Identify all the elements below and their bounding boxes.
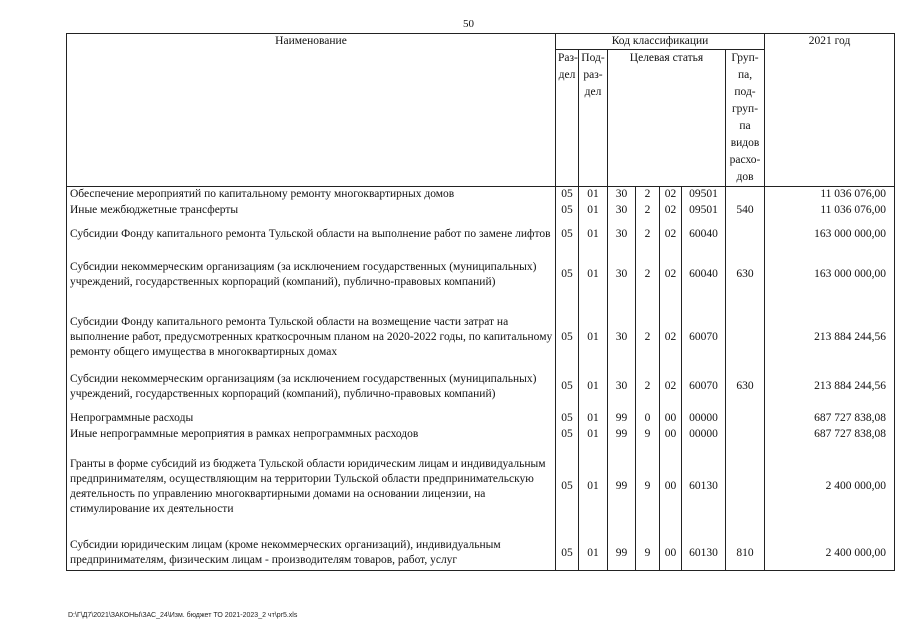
row-name: Иные межбюджетные трансферты [67,203,556,219]
header-razdel: Раз- дел [556,50,579,187]
row-target-direction: 60070 [682,299,726,363]
table-row [67,363,895,411]
row-target-subprogram: 2 [636,203,660,219]
row-target-program: 99 [608,443,636,523]
row-expense-group [726,299,765,363]
row-razdel: 05 [556,411,579,427]
row-target-subprogram: 2 [636,299,660,363]
header-code-classification: Код классификации [556,34,765,50]
row-target-direction: 09501 [682,203,726,219]
row-target-direction: 00000 [682,427,726,443]
row-target-subprogram: 9 [636,523,660,571]
row-razdel: 05 [556,187,579,203]
file-path-footer: D:\Г\Д7\2021\ЗАКОНЫ\ЗАС_24\Изм. бюджет ТО 2021-2023_2 чт\pr5.xls [68,612,298,619]
table-row [67,411,895,427]
row-razdel: 05 [556,427,579,443]
table-row [67,299,895,363]
row-target-subprogram: 9 [636,427,660,443]
row-target-direction: 00000 [682,411,726,427]
row-target-direction: 60040 [682,219,726,251]
row-expense-group: 540 [726,203,765,219]
row-target-subprogram: 2 [636,251,660,299]
row-razdel: 05 [556,443,579,523]
row-name: Гранты в форме субсидий из бюджета Тульской области юридическим лицам и индивидуальным предпринимателям, осуществляющим на территории Тульской области предпринимательскую деятельность по управлению многоквартирными домами на основании лицензии, на стимулирование их деятельности [67,443,556,523]
row-target-direction: 09501 [682,187,726,203]
row-target-program: 99 [608,523,636,571]
row-name: Субсидии юридическим лицам (кроме некоммерческих организаций), индивидуальным предпринимателям, физическим лицам - производителям товаров, работ, услуг [67,523,556,571]
header-name: Наименование [67,34,556,187]
row-name: Обеспечение мероприятий по капитальному ремонту многоквартирных домов [67,187,556,203]
table-row [67,187,895,203]
row-target-direction: 60040 [682,251,726,299]
row-podrazdel: 01 [579,363,608,411]
row-target-program: 99 [608,411,636,427]
row-target-program: 30 [608,187,636,203]
header-year: 2021 год [765,34,895,187]
row-amount: 2 400 000,00 [765,523,895,571]
row-podrazdel: 01 [579,299,608,363]
row-target-main-event: 02 [660,219,682,251]
row-amount: 213 884 244,56 [765,363,895,411]
row-target-program: 30 [608,219,636,251]
budget-table [66,33,895,571]
row-target-main-event: 00 [660,411,682,427]
row-target-direction: 60130 [682,443,726,523]
row-target-program: 30 [608,203,636,219]
row-target-program: 99 [608,427,636,443]
row-name: Субсидии Фонду капитального ремонта Тульской области на выполнение работ по замене лифтов [67,219,556,251]
row-podrazdel: 01 [579,203,608,219]
page-number: 50 [463,18,474,30]
row-podrazdel: 01 [579,251,608,299]
header-expense-group: Груп- па, под- груп- па видов расхо- дов [726,50,765,187]
table-row [67,219,895,251]
row-expense-group [726,443,765,523]
table-row [67,203,895,219]
row-target-program: 30 [608,299,636,363]
row-target-main-event: 02 [660,251,682,299]
table-row [67,443,895,523]
table-row [67,523,895,571]
row-target-main-event: 00 [660,443,682,523]
row-target-subprogram: 2 [636,219,660,251]
row-expense-group: 810 [726,523,765,571]
row-podrazdel: 01 [579,523,608,571]
table-row [67,251,895,299]
row-podrazdel: 01 [579,411,608,427]
row-expense-group [726,427,765,443]
row-expense-group [726,187,765,203]
header-target-article: Целевая статья [608,50,726,187]
row-target-main-event: 00 [660,523,682,571]
row-target-main-event: 02 [660,363,682,411]
row-amount: 687 727 838,08 [765,411,895,427]
row-target-main-event: 02 [660,187,682,203]
row-target-main-event: 02 [660,299,682,363]
row-podrazdel: 01 [579,219,608,251]
table-row [67,427,895,443]
row-name: Субсидии некоммерческим организациям (за исключением государственных (муниципальных) учреждений, государственных корпораций (компаний), публично-правовых компаний) [67,251,556,299]
row-razdel: 05 [556,523,579,571]
row-target-main-event: 00 [660,427,682,443]
row-razdel: 05 [556,219,579,251]
row-expense-group [726,411,765,427]
row-podrazdel: 01 [579,187,608,203]
row-amount: 2 400 000,00 [765,443,895,523]
row-target-main-event: 02 [660,203,682,219]
row-podrazdel: 01 [579,427,608,443]
row-target-subprogram: 2 [636,187,660,203]
row-expense-group: 630 [726,251,765,299]
row-target-direction: 60070 [682,363,726,411]
row-name: Субсидии некоммерческим организациям (за исключением государственных (муниципальных) учреждений, государственных корпораций (компаний), публично-правовых компаний) [67,363,556,411]
row-target-subprogram: 0 [636,411,660,427]
row-podrazdel: 01 [579,443,608,523]
row-name: Непрограммные расходы [67,411,556,427]
row-target-program: 30 [608,251,636,299]
row-amount: 687 727 838,08 [765,427,895,443]
row-razdel: 05 [556,203,579,219]
row-target-direction: 60130 [682,523,726,571]
row-name: Иные непрограммные мероприятия в рамках непрограммных расходов [67,427,556,443]
row-amount: 213 884 244,56 [765,299,895,363]
row-name: Субсидии Фонду капитального ремонта Тульской области на возмещение части затрат на выполнение работ, предусмотренных краткосрочным планом на 2020-2022 годы, по капитальному ремонту общего имущества в многоквартирных домах [67,299,556,363]
row-amount: 163 000 000,00 [765,219,895,251]
header-podrazdel: Под- раз- дел [579,50,608,187]
row-amount: 11 036 076,00 [765,203,895,219]
row-expense-group: 630 [726,363,765,411]
row-amount: 163 000 000,00 [765,251,895,299]
row-amount: 11 036 076,00 [765,187,895,203]
row-target-subprogram: 2 [636,363,660,411]
row-razdel: 05 [556,363,579,411]
row-razdel: 05 [556,251,579,299]
row-expense-group [726,219,765,251]
row-razdel: 05 [556,299,579,363]
row-target-program: 30 [608,363,636,411]
row-target-subprogram: 9 [636,443,660,523]
